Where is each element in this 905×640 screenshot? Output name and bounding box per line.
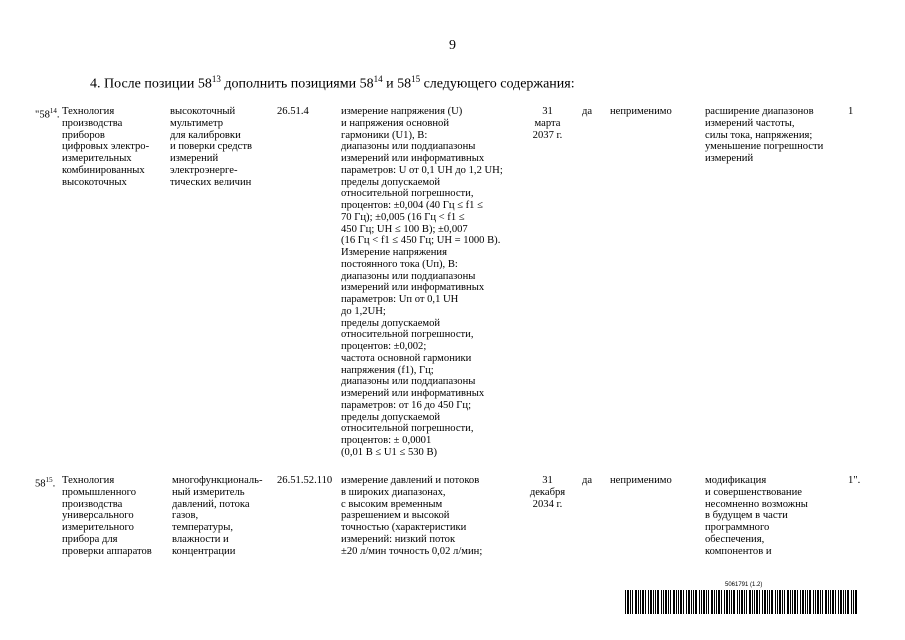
row-number: $58^{15}$. <box>35 476 56 490</box>
code-cell: 26.51.4 <box>277 106 309 117</box>
section-heading: 4. После позиции $58^{13}$ дополнить позициями $58^{14}$ и $58^{15}$ следующего содержания: <box>90 74 575 92</box>
deadline-cell: 31 марта 2037 г. <box>532 106 563 141</box>
purpose-cell: модификация и совершенствование несомненно возможны в будущем в части программного обеспечения, компонентов и <box>705 475 808 557</box>
technology-cell: Технология производства приборов цифровых электро- измерительных комбинированных высокоточных <box>62 106 150 188</box>
product-cell: высокоточный мультиметр для калибровки и поверки средств измерений электроэнерге- тических величин <box>170 106 252 188</box>
characteristics-cell: измерение давлений и потоков в широких диапазонах, с высоким временным разрешением и высокой точностью (характеристики измерений: низкий поток ±20 л/мин точность 0,02 л/мин; <box>341 475 483 557</box>
barcode-label: 5061791 (1.2) <box>725 582 763 588</box>
technology-cell: Технология промышленного производства универсального измерительного прибора для проверки аппаратов <box>62 475 152 557</box>
last-cell: 1". <box>848 475 861 486</box>
page-number: 9 <box>449 38 456 53</box>
applicability-cell: неприменимо <box>610 475 672 486</box>
applicability-cell: неприменимо <box>610 106 672 117</box>
last-cell: 1 <box>848 106 854 117</box>
row-number: "$58^{14}$. <box>35 107 60 121</box>
product-cell: многофункциональ- ный измеритель давлений, потока газов, температуры, влажности и концентрации <box>172 475 263 557</box>
flag-cell: да <box>582 475 593 486</box>
code-cell: 26.51.52.110 <box>277 475 333 486</box>
purpose-cell: расширение диапазонов измерений частоты, силы тока, напряжения; уменьшение погрешности измерений <box>705 106 824 164</box>
deadline-cell: 31 декабря 2034 г. <box>529 475 566 510</box>
flag-cell: да <box>582 106 593 117</box>
characteristics-cell: измерение напряжения (U) и напряжения основной гармоники (U1), В: диапазоны или поддиапазоны измерений или информативных параметров: U от 0,1 UН до 1,2 UН; пределы допускаемой относительной погрешности, процентов: ±0,004 (40 Гц ≤ f1 ≤ 70 Гц); ±0,005 (16 Гц < f1 ≤ 450 Гц; UН ≤ 100 В); ±0,007 (16 Гц < f1 ≤ 450 Гц; UН = 1000 В). Измерение напряжения постоянного тока (Uп), В: диапазоны или поддиапазоны измерений или информативных параметров: Uп от 0,1 UН до 1,2UН; пределы допускаемой относительной погрешности, процентов: ±0,002; частота основной гармоники напряжения (f1), Гц; диапазоны или поддиапазоны измерений или информативных параметров: от 16 до 450 Гц; пределы допускаемой относительной погрешности, процентов: ± 0,0001 (0,01 В ≤ U1 ≤ 530 В) <box>341 106 503 458</box>
barcode-icon <box>625 590 860 614</box>
